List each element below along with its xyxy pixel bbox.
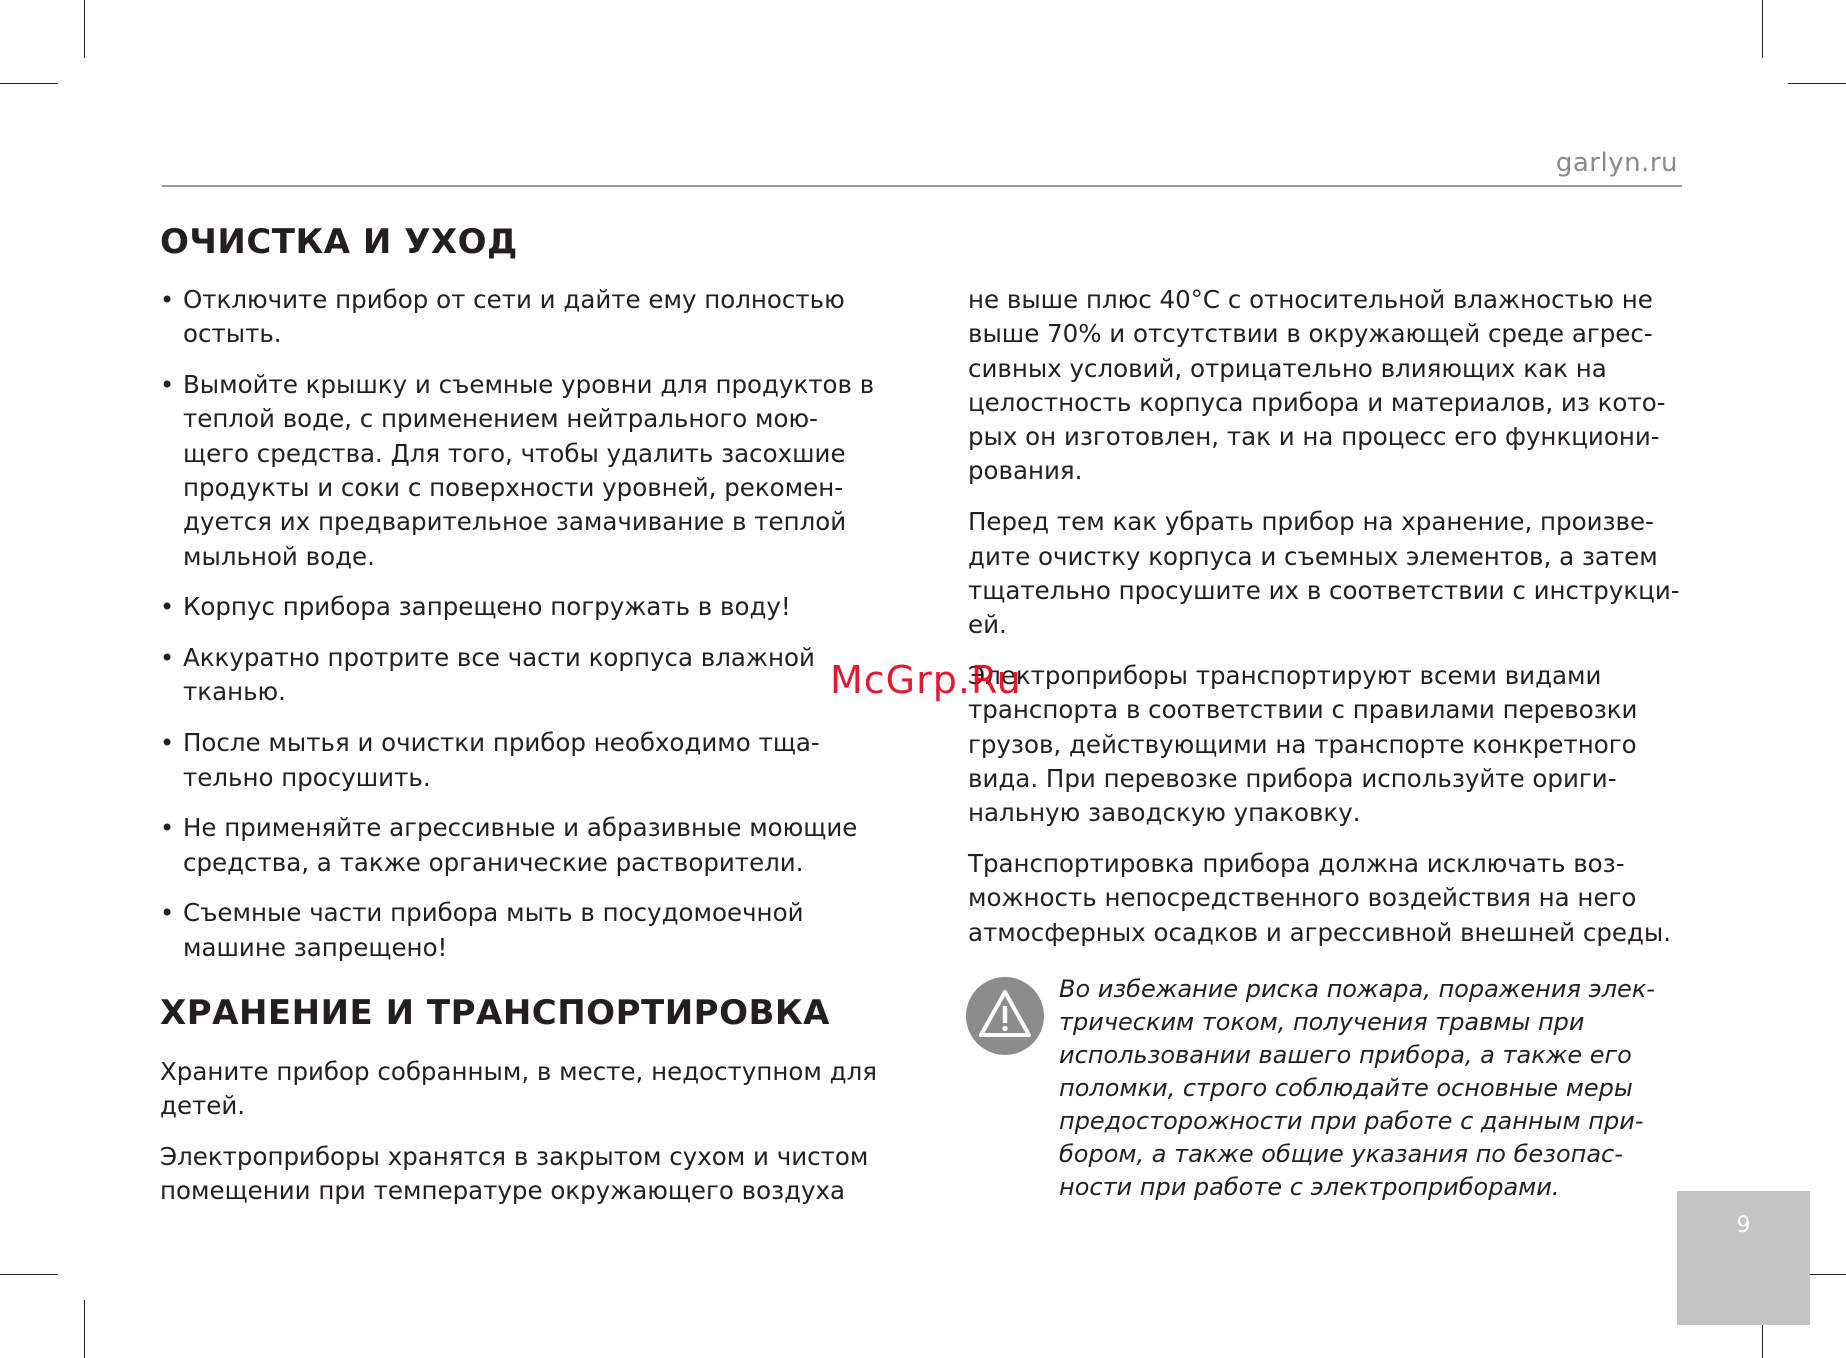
bullet: • xyxy=(160,729,175,758)
list-item xyxy=(160,811,880,880)
page-number: 9 xyxy=(1736,1213,1751,1238)
bullet: • xyxy=(160,644,175,673)
list-item-text: Отключите прибор от сети и дайте ему полностью остыть. xyxy=(183,285,845,349)
list-item xyxy=(160,726,880,795)
site-url: garlyn.ru xyxy=(1555,148,1678,178)
list-item xyxy=(160,368,880,574)
warning-note xyxy=(966,973,1686,1213)
cleaning-section xyxy=(160,283,880,982)
list-item-text: После мытья и очистки прибор необходимо тща-тельно просушить. xyxy=(183,728,820,792)
crop-mark xyxy=(0,83,58,84)
bullet: • xyxy=(160,371,175,400)
bullet: • xyxy=(160,286,175,314)
warning-triangle-icon xyxy=(966,977,1044,1055)
bullet: • xyxy=(160,814,175,843)
crop-mark xyxy=(1762,0,1763,58)
cleaning-heading: ОЧИСТКА И УХОД xyxy=(160,222,518,262)
list-item-text: Не применяйте агрессивные и абразивные моющие средства, а также органические растворители. xyxy=(183,813,858,877)
right-column xyxy=(968,283,1688,966)
header-rule xyxy=(162,185,1682,187)
list-item xyxy=(160,590,880,624)
list-item-text: Вымойте крышку и съемные уровни для продуктов в теплой воде, с применением нейтрального мою-щего средства. Для того, чтобы удалить засохшие продукты и соки с поверхности уровней, рекомен-дуется их предварительное замачивание в теплой мыльной воде. xyxy=(183,370,875,571)
list-item xyxy=(160,283,880,352)
bullet: • xyxy=(160,593,175,622)
crop-mark xyxy=(84,0,85,58)
storage-paragraph: Электроприборы хранятся в закрытом сухом и чистом помещении при температуре окружающего воздуха xyxy=(160,1142,869,1206)
crop-mark xyxy=(84,1300,85,1358)
page-number-tab xyxy=(1677,1191,1810,1325)
list-item-text: Съемные части прибора мыть в посудомоечной машине запрещено! xyxy=(183,898,804,962)
right-paragraph: Электроприборы транспортируют всеми видами транспорта в соответствии с правилами перевозки грузов, действующими на транспорте конкретного вида. При перевозке прибора используйте ориги-нальную заводскую упаковку. xyxy=(968,660,1638,828)
cleaning-list xyxy=(160,283,880,965)
right-paragraph: Перед тем как убрать прибор на хранение, произве-дите очистку корпуса и съемных элементов, а затем тщательно просушите их в соответствии с инструкци-ей. xyxy=(968,507,1680,640)
watermark: McGrp.Ru xyxy=(830,658,1022,702)
storage-paragraph: Храните прибор собранным, в месте, недоступном для детей. xyxy=(160,1057,877,1121)
warning-text: Во избежание риска пожара, поражения элек-трическим током, получения травмы при использовании вашего прибора, а также его поломки, строго соблюдайте основные меры предосторожности при работе с данным при-бором, а также общие указания по безопас-ности при работе с электроприборами. xyxy=(1059,975,1655,1201)
crop-mark xyxy=(0,1274,58,1275)
storage-section xyxy=(160,1055,880,1225)
right-paragraph: Транспортировка прибора должна исключать воз-можность непосредственного воздействия на него атмосферных осадков и агрессивной внешней среды. xyxy=(968,848,1672,947)
list-item xyxy=(160,641,880,710)
right-paragraph: не выше плюс 40°С с относительной влажностью не выше 70% и отсутствии в окружающей среде агрес-сивных условий, отрицательно влияющих как на целостность корпуса прибора и материалов, из кото-рых он изготовлен, так и на процесс его функциони-рования. xyxy=(968,285,1666,486)
storage-heading: ХРАНЕНИЕ И ТРАНСПОРТИРОВКА xyxy=(160,993,830,1033)
bullet: • xyxy=(160,899,175,928)
crop-mark xyxy=(1788,83,1846,84)
list-item-text: Аккуратно протрите все части корпуса влажной тканью. xyxy=(183,643,815,707)
list-item-text: Корпус прибора запрещено погружать в воду! xyxy=(183,592,791,622)
list-item xyxy=(160,896,880,965)
